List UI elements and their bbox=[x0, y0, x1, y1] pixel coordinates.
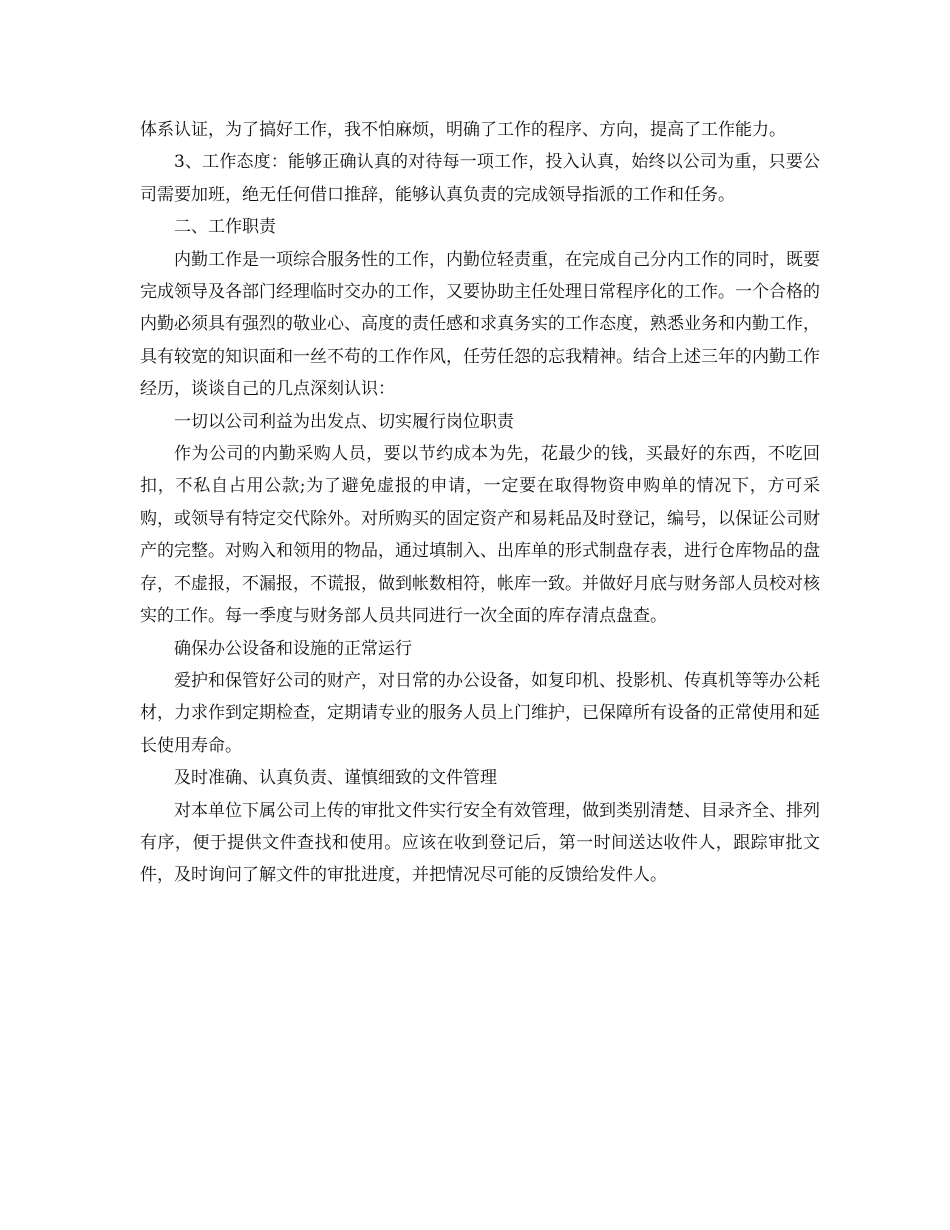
subheading-company-interest: 一切以公司利益为出发点、切实履行岗位职责 bbox=[174, 411, 514, 432]
document-body bbox=[140, 114, 820, 892]
paragraph-continuation: 体系认证，为了搞好工作，我不怕麻烦，明确了工作的程序、方向，提高了工作能力。 bbox=[140, 120, 786, 140]
paragraph-equipment: 爱护和保管好公司的财产，对日常的办公设备，如复印机、投影机、传真机等等办公耗材，力求作到定期检查，定期请专业的服务人员上门维护，已保障所有设备的正常使用和延长使用寿命。 bbox=[140, 670, 820, 756]
paragraph-procurement: 作为公司的内勤采购人员，要以节约成本为先，花最少的钱，买最好的东西，不吃回扣，不私自占用公款;为了避免虚报的申请，一定要在取得物资申购单的情况下，方可采购，或领导有特定交代除外。对所购买的固定资产和易耗品及时登记，编号，以保证公司财产的完整。对购入和领用的物品，通过填制入、出库单的形式制盘存表，进行仓库物品的盘存，不虚报，不漏报，不谎报，做到帐数相符，帐库一致。并做好月底与财务部人员校对核实的工作。每一季度与财务部人员共同进行一次全面的库存清点盘查。 bbox=[140, 444, 820, 627]
subheading-file-management: 及时准确、认真负责、谨慎细致的文件管理 bbox=[174, 768, 497, 789]
section-heading-duties: 二、工作职责 bbox=[174, 217, 276, 238]
paragraph-work-attitude: 3、工作态度：能够正确认真的对待每一项工作，投入认真，始终以公司为重，只要公司需要加班，绝无任何借口推辞，能够认真负责的完成领导指派的工作和任务。 bbox=[140, 152, 820, 205]
paragraph-duties-intro: 内勤工作是一项综合服务性的工作，内勤位轻责重，在完成自己分内工作的同时，既要完成领导及各部门经理临时交办的工作，又要协助主任处理日常程序化的工作。一个合格的内勤必须具有强烈的敬业心、高度的责任感和求真务实的工作态度，熟悉业务和内勤工作，具有较宽的知识面和一丝不苟的工作作风，任劳任怨的忘我精神。结合上述三年的内勤工作经历，谈谈自己的几点深刻认识： bbox=[140, 249, 820, 400]
subheading-office-equipment: 确保办公设备和设施的正常运行 bbox=[174, 638, 412, 659]
paragraph-file-management: 对本单位下属公司上传的审批文件实行安全有效管理，做到类别清楚、目录齐全、排列有序，便于提供文件查找和使用。应该在收到登记后，第一时间送达收件人，跟踪审批文件，及时询问了解文件的审批进度，并把情况尽可能的反馈给发件人。 bbox=[140, 800, 820, 886]
